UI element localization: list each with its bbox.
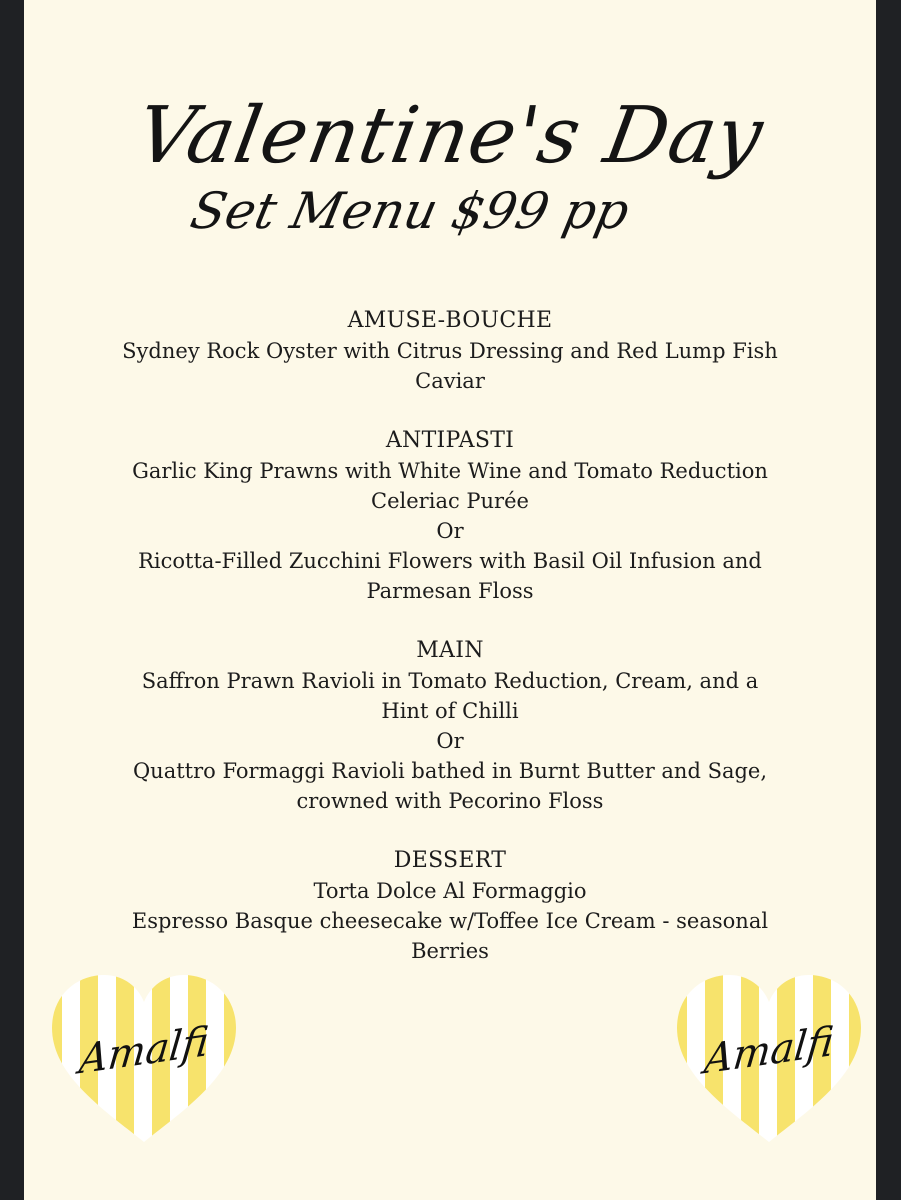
menu-line: Torta Dolce Al Formaggio [313, 879, 587, 903]
menu-page [24, 0, 876, 1200]
heart-logo-right [669, 970, 869, 1150]
title-block [24, 86, 876, 242]
menu-line: Saffron Prawn Ravioli in Tomato Reduction, Cream, and a [141, 669, 759, 693]
section-dessert [24, 846, 876, 966]
menu-line: Hint of Chilli [381, 699, 519, 723]
menu-line: Sydney Rock Oyster with Citrus Dressing and Red Lump Fish [122, 339, 778, 363]
menu-line: Espresso Basque cheesecake w/Toffee Ice Cream - seasonal [131, 909, 769, 933]
logo-text: Amalfi [77, 1018, 211, 1084]
heart-logo-left [44, 970, 244, 1150]
menu-line: Or [436, 729, 464, 753]
section-heading: AMUSE-BOUCHE [347, 308, 553, 333]
section-amuse-bouche [24, 306, 876, 396]
menu-line: Berries [411, 939, 489, 963]
frame-right [876, 0, 901, 1200]
title-line-2: Set Menu $99 pp [185, 182, 635, 240]
menu-line: Garlic King Prawns with White Wine and Tomato Reduction [132, 459, 768, 483]
menu-line: Caviar [415, 369, 485, 393]
menu-line: Parmesan Floss [366, 579, 534, 603]
section-main [24, 636, 876, 816]
menu-line: Celeriac Purée [371, 489, 529, 513]
title-line-1: Valentine's Day [130, 91, 770, 181]
section-heading: ANTIPASTI [385, 428, 515, 453]
section-heading: MAIN [416, 638, 484, 663]
menu-line: Or [436, 519, 464, 543]
menu-content [24, 306, 876, 996]
menu-line: crowned with Pecorino Floss [296, 789, 604, 813]
logo-text: Amalfi [702, 1018, 836, 1084]
section-heading: DESSERT [393, 848, 507, 873]
menu-line: Ricotta-Filled Zucchini Flowers with Basil Oil Infusion and [138, 549, 762, 573]
section-antipasti [24, 426, 876, 606]
menu-line: Quattro Formaggi Ravioli bathed in Burnt Butter and Sage, [132, 759, 768, 783]
